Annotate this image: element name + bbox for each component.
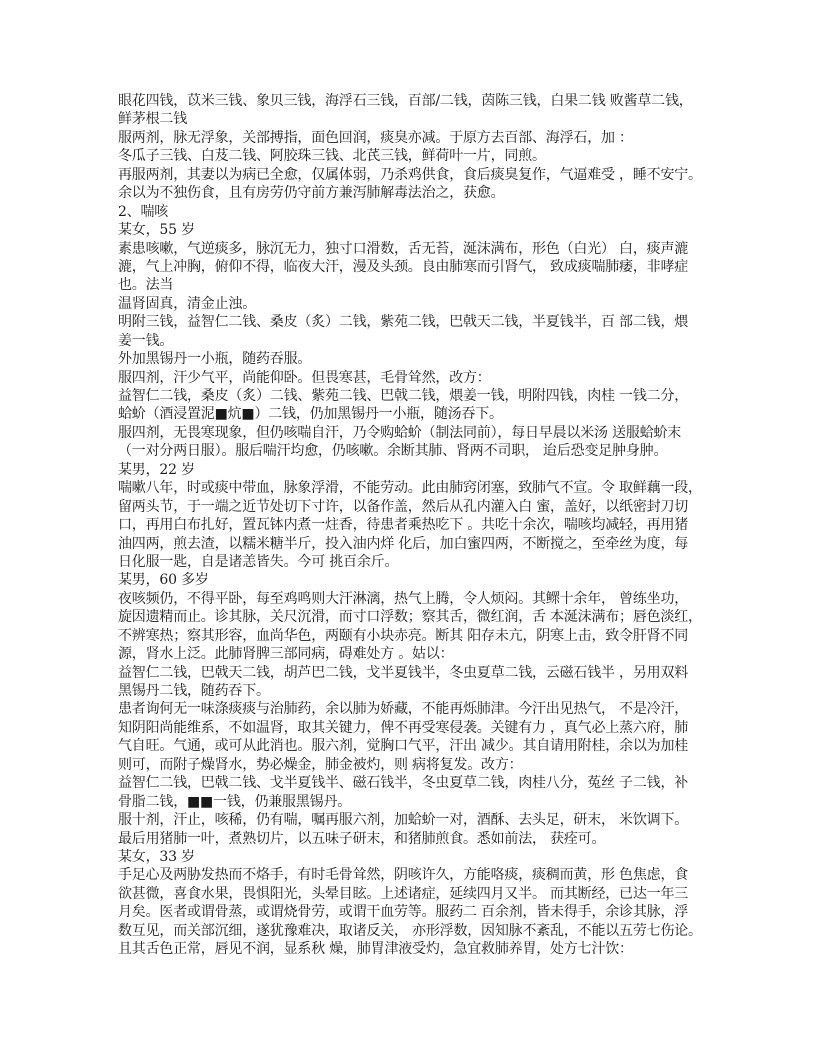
text-line: 再服两剂，其妻以为病已全愈，仅属体弱，乃杀鸡供食，食后痰臭复作，气逼难受 ，睡不安宁。 bbox=[118, 166, 702, 183]
text-line: 漉，气上冲胸，俯仰不得，临夜大汗，漫及头颈。良由肺寒而引肾气， 致成痰喘肺痿，非哮症 bbox=[118, 258, 689, 275]
text-line: 旋因遗精而止。诊其脉，关尺沉滑，而寸口浮数；察其舌，微红润，舌 本涎沫满布；唇色淡红， bbox=[118, 609, 702, 626]
text-line: 某女，33 岁 bbox=[118, 848, 195, 865]
text-line: 喘嗽八年，时或痰中带血，脉象浮滑，不能劳动。此由肺窍闭塞，致肺气不宣。令 取鲜藕一段， bbox=[118, 480, 702, 497]
text-line: 知阴阳尚能维系，不如温肾，取其关键力，俾不再受寒侵袭。关键有力 ，真气必上蒸六府，肺 bbox=[118, 719, 689, 736]
text-line: 夜咳频仍，不得平卧，每至鸡鸣则大汗淋漓，热气上腾，令人烦闷。其鳏十余年， 曾练坐功， bbox=[118, 590, 689, 607]
text-line: 日化服一匙，自是诸恙皆失。今可 挑百余斤。 bbox=[118, 553, 399, 570]
text-line: 姜一钱。 bbox=[118, 332, 174, 349]
text-line: 骨脂二钱，■■一钱，仍兼服黑锡丹。 bbox=[118, 793, 352, 810]
text-line: 口，再用白布扎好，置瓦钵内煮一炷香，待患者乘热吃下 。共吃十余次，喘咳均减轻，再用猪 bbox=[118, 517, 689, 534]
text-line: 留两头节，于一端之近节处切下寸许，以备作盖，然后从孔内灌入白 蜜，盖好，以纸密封刀切 bbox=[118, 498, 689, 515]
text-line: 数互见，而关部沉细，遂犹豫难决，取诸反关， 亦形浮数，因知脉不紊乱，不能以五劳七伤论。 bbox=[118, 922, 702, 939]
text-line: 益智仁二钱，巴戟天二钱，胡芦巴二钱，戈半夏钱半，冬虫夏草二钱，云磁石钱半 ，另用双料 bbox=[118, 664, 689, 681]
text-line: 2、喘咳 bbox=[118, 203, 169, 220]
text-line: 且其舌色正常，唇见不润，显系秋 燥，肺胃津液受灼，急宜救肺养胃，处方七汁饮： bbox=[118, 941, 633, 958]
text-line: 蛤蚧（酒浸置泥■炕■）二钱，仍加黑锡丹一小瓶，随汤吞下。 bbox=[118, 406, 503, 423]
text-line: 外加黑锡丹一小瓶，随药吞服。 bbox=[118, 351, 312, 368]
text-line: 明附三钱，益智仁二钱、桑皮（炙）二钱，紫苑二钱，巴戟天二钱，半夏钱半，百 部二钱，煨 bbox=[118, 314, 689, 331]
text-line: 眼花四钱，苡米三钱、象贝三钱，海浮石三钱，百部/二钱，茵陈三钱，白果二钱 败酱草二钱， bbox=[118, 93, 693, 109]
text-line: 服四剂，无畏寒现象，但仍咳喘自汗，乃令购蛤蚧（制法同前），每日早晨以米汤 送服蛤蚧末 bbox=[118, 424, 682, 441]
text-line: 服四剂，汗少气平，尚能仰卧。但畏寒甚，毛骨耸然，改方： bbox=[118, 369, 491, 386]
text-line: 源，肾水上泛。此肺肾脾三部同病，碍难处方 。姑以： bbox=[118, 646, 454, 663]
text-line: 素患咳嗽，气逆痰多，脉沉无力，独寸口滑数，舌无苔，涎沫满布，形色（白光） 白，痰声漉 bbox=[118, 240, 689, 257]
text-line: 益智仁二钱，桑皮（炙）二钱、紫苑二钱、巴戟二钱，煨姜一钱，明附四钱，肉桂 一钱二分， bbox=[118, 388, 689, 404]
text-line: 则可，而附子燥肾水，势必燥金，肺金被灼，则 病将复发。改方： bbox=[118, 756, 523, 773]
text-line: 患者询何无一味涤痰痰与治肺药，余以肺为娇藏，不能再烁肺津。今汗出见热气， 不是冷汗， bbox=[118, 701, 689, 718]
text-line: 黑锡丹二钱，随药吞下。 bbox=[118, 683, 270, 699]
text-line: 益智仁二钱，巴戟二钱、戈半夏钱半、磁石钱半，冬虫夏草二钱，肉桂八分，菟丝 子二钱，补 bbox=[118, 775, 689, 792]
text-line: 冬瓜子三钱、白芨二钱、阿胶珠三钱、北芪三钱，鲜荷叶一片，同煎。 bbox=[118, 148, 546, 165]
text-line: 某女，55 岁 bbox=[118, 222, 195, 239]
text-line: 某男，22 岁 bbox=[118, 461, 195, 478]
text-line: 油四两，煎去渣，以糯米糖半斤，投入油内烊 化后，加白蜜四两，不断搅之，至牵丝为度，每 bbox=[118, 535, 689, 552]
text-line: 手足心及两胁发热而不烙手，有时毛骨耸然，阴咳许久，方能咯痰，痰稠而黄，形 色焦虑，食 bbox=[118, 867, 689, 884]
text-line: 鲜茅根二钱 bbox=[118, 111, 187, 128]
text-line: 欲甚微，喜食水果，畏惧阳光，头晕目眩。上述诸症，延续四月又半。 而其断经，已达一年三 bbox=[118, 885, 689, 902]
text-line: 服两剂，脉无浮象，关部搏指，面色回润，痰臭亦减。于原方去百部、海浮石，加 ： bbox=[118, 129, 633, 146]
text-line: 温肾固真，清金止浊。 bbox=[118, 295, 256, 312]
text-line: 服十剂，汗止，咳稀，仍有喘，嘱再服六剂，加蛤蚧一对，酒酥、去头足，研末， 米饮调下。 bbox=[118, 812, 689, 829]
text-line: 也。法当 bbox=[118, 277, 174, 294]
text-line: 月矣。医者或谓骨蒸，或谓烧骨劳，或谓干血劳等。服药二 百余剂，皆未得手，余诊其脉，浮 bbox=[118, 904, 689, 921]
text-line: 气自旺。气通，或可从此消也。服六剂，觉胸口气平，汗出 减少。其自请用附桂，余以为加桂 bbox=[118, 738, 689, 755]
text-line: 最后用猪肺一叶，煮熟切片，以五味子研末，和猪肺煎食。悉如前法， 获痊可。 bbox=[118, 830, 606, 847]
text-line: 某男，60 多岁 bbox=[118, 572, 209, 589]
text-line: 不辨寒热；察其形容，血尚华色，两颐有小块赤亮。断其 阳存未亢，阴寒上击，致令肝肾不同 bbox=[118, 627, 689, 644]
text-line: （一对分两日服）。服后喘汗均愈，仍咳嗽。余断其肺、肾两不司职， 迨后恐变足肿身肿。 bbox=[118, 443, 668, 460]
text-line: 余以为不独伤食，且有房劳仍守前方兼泻肺解毒法治之，获愈。 bbox=[118, 185, 505, 202]
document-body bbox=[118, 92, 718, 959]
